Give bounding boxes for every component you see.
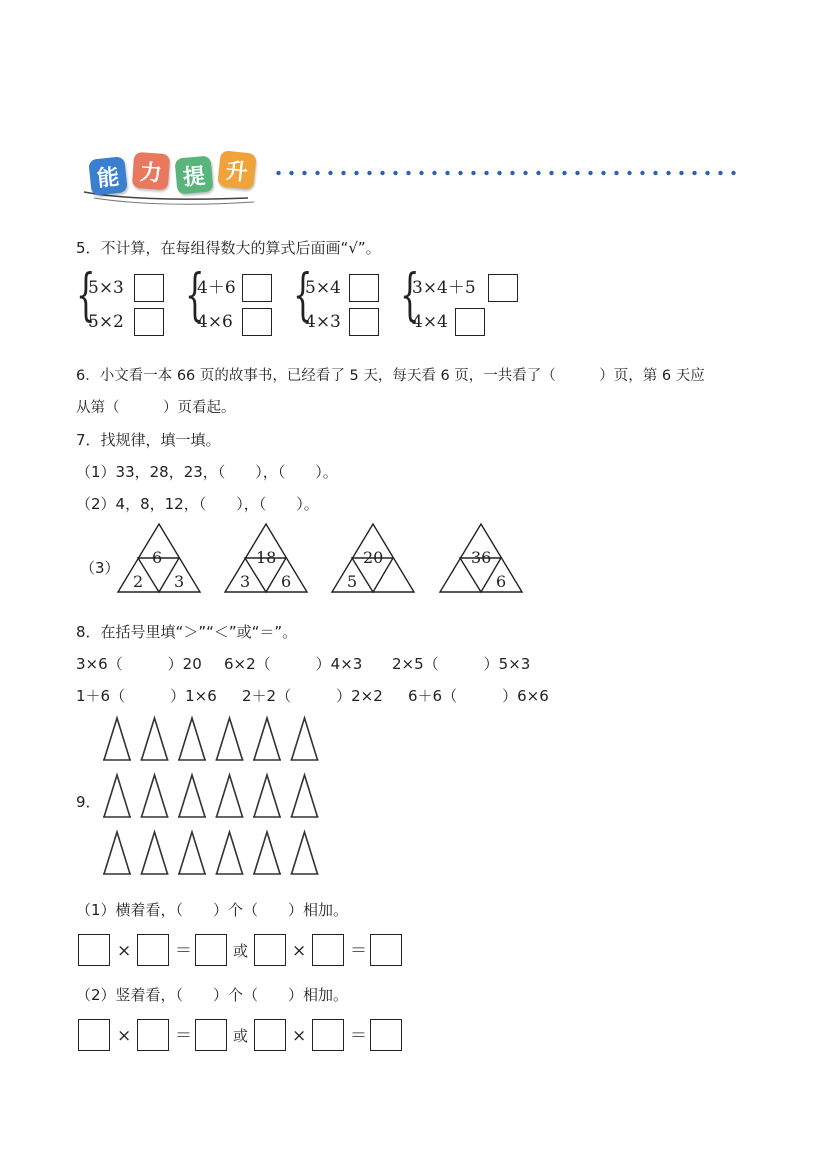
stick-triangle bbox=[253, 832, 281, 874]
triangle-right-number: 6 bbox=[281, 572, 292, 591]
triangle-left-number: 2 bbox=[133, 572, 144, 591]
stick-triangle bbox=[178, 718, 206, 760]
q9-sub2: （2）竖着看，（ ）个（ ）相加。 bbox=[76, 986, 349, 1004]
equals-sign: ＝ bbox=[175, 1026, 192, 1046]
or-text: 或 bbox=[233, 1027, 249, 1045]
q8-item: 6×2（ ）4×3 bbox=[224, 655, 363, 673]
q5-expr: 5×4 bbox=[305, 278, 341, 298]
q5-expr: 5×2 bbox=[88, 312, 124, 332]
q8-title: 8．在括号里填“＞”“＜”或“＝”。 bbox=[76, 623, 298, 641]
triangle-top-number: 18 bbox=[256, 548, 277, 567]
q5-expr: 4×6 bbox=[197, 312, 233, 332]
answer-box[interactable] bbox=[312, 934, 344, 966]
answer-box[interactable] bbox=[312, 1019, 344, 1051]
answer-box[interactable] bbox=[78, 934, 110, 966]
badge-neng: 能 bbox=[88, 156, 128, 196]
stick-triangle bbox=[216, 832, 244, 874]
answer-box[interactable] bbox=[254, 934, 286, 966]
stick-triangle bbox=[178, 775, 206, 817]
q8-item: 1＋6（ ）1×6 bbox=[76, 687, 217, 705]
answer-box[interactable] bbox=[254, 1019, 286, 1051]
equals-sign: ＝ bbox=[175, 941, 192, 961]
stick-triangle bbox=[253, 775, 281, 817]
stick-triangle bbox=[253, 718, 281, 760]
stick-triangle bbox=[291, 775, 319, 817]
stick-triangle bbox=[141, 832, 169, 874]
triangle-right-number: 3 bbox=[174, 572, 185, 591]
stick-triangle bbox=[103, 718, 131, 760]
q5-expr: 4×4 bbox=[412, 312, 448, 332]
equals-sign: ＝ bbox=[350, 941, 367, 961]
q5-brace: { bbox=[400, 263, 420, 328]
stick-triangle bbox=[103, 832, 131, 874]
q5-expr: 4＋6 bbox=[197, 278, 236, 298]
q5-brace: { bbox=[293, 263, 313, 328]
stick-triangle bbox=[216, 718, 244, 760]
q5-brace: { bbox=[76, 263, 96, 328]
badge-li: 力 bbox=[132, 152, 170, 190]
answer-box[interactable] bbox=[195, 1019, 227, 1051]
q7-title: 7．找规律，填一填。 bbox=[76, 431, 221, 449]
answer-box[interactable] bbox=[78, 1019, 110, 1051]
q5-expr: 4×3 bbox=[305, 312, 341, 332]
q7-sub1: （1）33，28，23，（ ），（ ）。 bbox=[76, 463, 338, 481]
q7-sub3-label: （3） bbox=[80, 559, 120, 577]
answer-box[interactable] bbox=[137, 1019, 169, 1051]
triangle-left-number: 5 bbox=[347, 572, 358, 591]
or-text: 或 bbox=[233, 942, 249, 960]
times-sign: × bbox=[292, 1026, 307, 1046]
q8-item: 2＋2（ ）2×2 bbox=[242, 687, 383, 705]
badge-sheng: 升 bbox=[217, 150, 257, 190]
times-sign: × bbox=[117, 1026, 132, 1046]
badge-ti: 提 bbox=[174, 155, 213, 194]
q9-triangle-grid bbox=[0, 700, 826, 880]
times-sign: × bbox=[117, 941, 132, 961]
times-sign: × bbox=[292, 941, 307, 961]
answer-box[interactable] bbox=[137, 934, 169, 966]
q9-label: 9． bbox=[76, 793, 101, 811]
triangle-left-number: 3 bbox=[240, 572, 251, 591]
q7-sub2: （2）4，8，12，（ ），（ ）。 bbox=[76, 495, 319, 513]
stick-triangle bbox=[291, 718, 319, 760]
q8-item: 6＋6（ ）6×6 bbox=[408, 687, 549, 705]
stick-triangle bbox=[103, 775, 131, 817]
stick-triangle bbox=[141, 775, 169, 817]
answer-box[interactable] bbox=[195, 934, 227, 966]
triangle-top-number: 6 bbox=[152, 548, 163, 567]
answer-box[interactable] bbox=[370, 1019, 402, 1051]
equals-sign: ＝ bbox=[350, 1026, 367, 1046]
triangle-right-number: 6 bbox=[496, 572, 507, 591]
q6-line2: 从第（ ）页看起。 bbox=[76, 400, 236, 416]
q5-expr: 3×4＋5 bbox=[412, 278, 476, 298]
q6-line1: 6．小文看一本 66 页的故事书，已经看了 5 天，每天看 6 页，一共看了（ ）页，第 6 天应 bbox=[76, 368, 705, 384]
triangle-top-number: 20 bbox=[363, 548, 384, 567]
stick-triangle bbox=[141, 718, 169, 760]
q5-title: 5．不计算，在每组得数大的算式后面画“√”。 bbox=[76, 239, 381, 257]
stick-triangle bbox=[216, 775, 244, 817]
stick-triangle bbox=[291, 832, 319, 874]
q8-item: 3×6（ ）20 bbox=[76, 655, 202, 673]
stick-triangle bbox=[178, 832, 206, 874]
q5-brace: { bbox=[185, 263, 205, 328]
q5-expr: 5×3 bbox=[88, 278, 124, 298]
answer-box[interactable] bbox=[370, 934, 402, 966]
q8-item: 2×5（ ）5×3 bbox=[392, 655, 531, 673]
triangle-top-number: 36 bbox=[471, 548, 492, 567]
q9-sub1: （1）横着看，（ ）个（ ）相加。 bbox=[76, 901, 349, 919]
